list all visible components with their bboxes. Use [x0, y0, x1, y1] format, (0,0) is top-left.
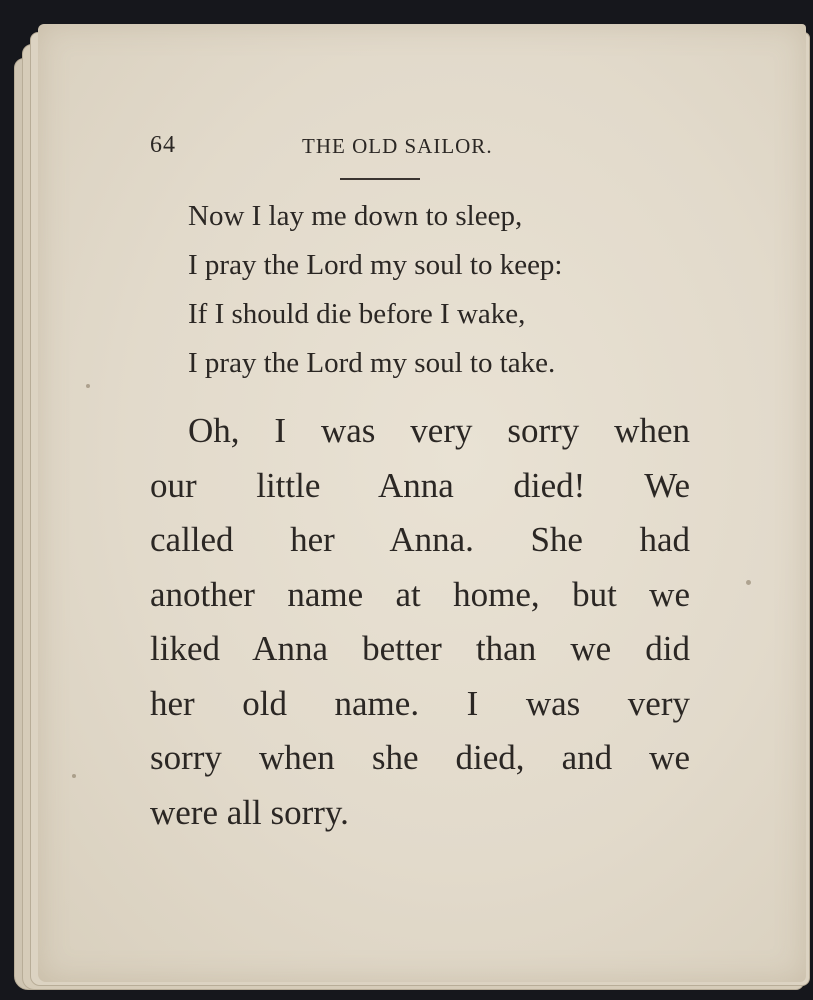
running-title: THE OLD SAILOR. — [302, 134, 493, 158]
foxing-spot — [72, 774, 76, 778]
header-rule — [340, 178, 420, 180]
page-number: 64 — [150, 132, 176, 158]
prose-paragraph — [150, 404, 690, 840]
prose-line: Oh, I was very sorry when — [188, 411, 690, 450]
book-page — [38, 24, 806, 982]
foxing-spot — [86, 384, 90, 388]
prose-line: her old name. I was very — [150, 683, 690, 723]
prose-line: another name at home, but we — [150, 574, 690, 614]
verse-line: I pray the Lord my soul to keep: — [188, 249, 563, 281]
running-header — [150, 132, 710, 172]
verse-line: If I should die before I wake, — [188, 298, 526, 330]
prose-line: sorry when she died, and we — [150, 738, 690, 777]
foxing-spot — [746, 580, 751, 585]
prose-line: called her Anna. She had — [150, 520, 690, 559]
verse-line: I pray the Lord my soul to take. — [188, 347, 556, 379]
prayer-verse — [188, 192, 748, 388]
prose-line: liked Anna better than we did — [150, 629, 690, 668]
verse-line: Now I lay me down to sleep, — [188, 200, 523, 232]
prose-line: were all sorry. — [150, 792, 349, 832]
prose-line: our little Anna died! We — [150, 465, 690, 505]
